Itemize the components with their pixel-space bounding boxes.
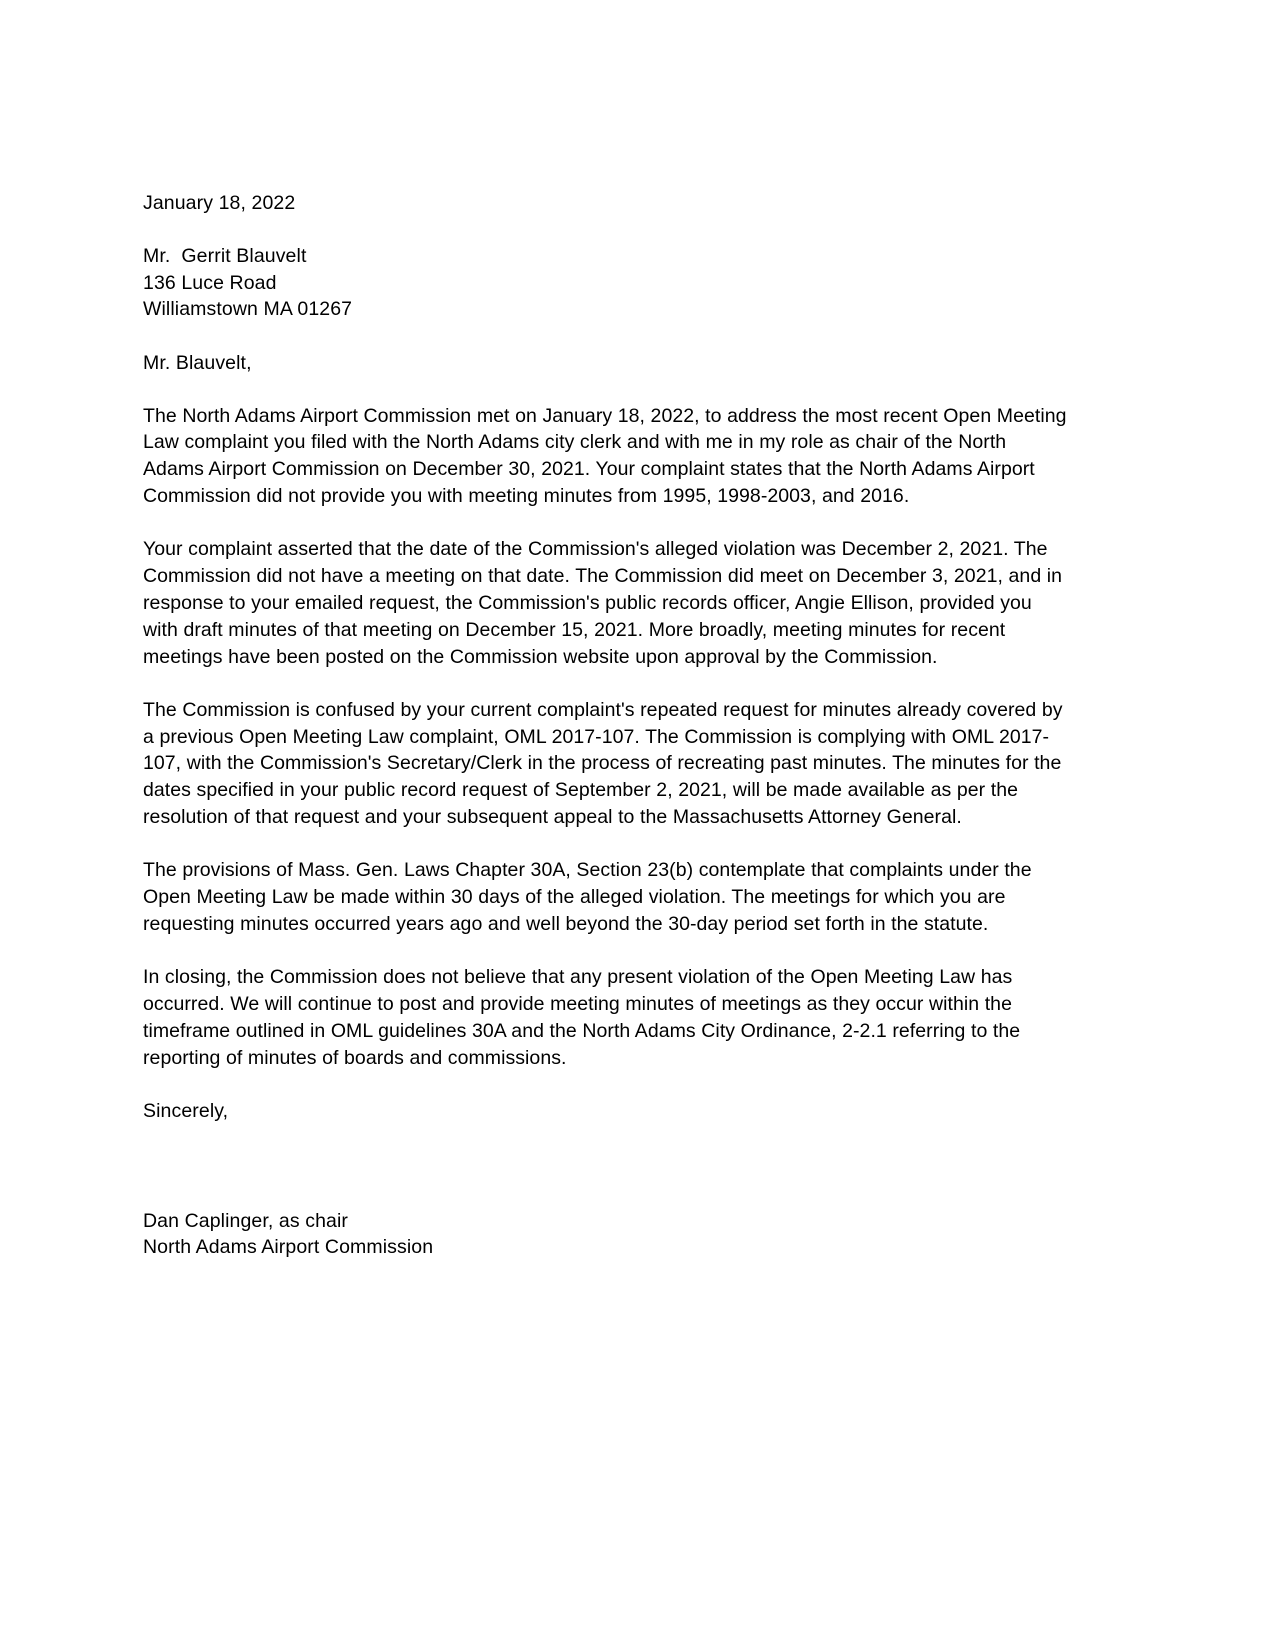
signer-organization: North Adams Airport Commission [143,1236,434,1259]
letter-date: January 18, 2022 [143,192,296,214]
salutation: Mr. Blauvelt, [143,351,252,374]
signature-space [143,1124,1068,1208]
signature-block [143,1208,1068,1261]
recipient-address-block [143,243,1068,323]
body-paragraph-1: The North Adams Airport Commission met on January 18, 2022, to address the most recent Open Meeting Law complaint you filed with the North Adams city clerk and with me in my role as chair of the North Adams Airport Commission on December 30, 2021. Your complaint states that the North Adams Airport Commission did not provide you with meeting minutes from 1995, 1998-2003, and 2016. [143,404,1067,508]
body-paragraph-2: Your complaint asserted that the date of the Commission's alleged violation was December 2, 2021. The Commission did not have a meeting on that date. The Commission did meet on December 3, 2021, and in response to your emailed request, the Commission's public records officer, Angie Ellison, provided you with draft minutes of that meeting on December 15, 2021. More broadly, meeting minutes for recent meetings have been posted on the Commission website upon approval by the Commission. [143,538,1063,668]
spacer-after-date [143,216,1068,243]
signer-name-title: Dan Caplinger, as chair [143,1209,348,1232]
spacer-paragraph-1 [143,510,1068,536]
spacer-paragraph-4 [143,938,1068,964]
recipient-city-state-zip: Williamstown MA 01267 [143,298,353,320]
body-paragraph-5: In closing, the Commission does not believe that any present violation of the Open Meeting Law has occurred. We will continue to post and provide meeting minutes of meetings as they occur within the timeframe outlined in OML guidelines 30A and the North Adams City Ordinance, 2-2.1 referring to the reporting of minutes of boards and commissions. [143,965,1021,1069]
spacer-after-address [143,323,1068,350]
recipient-street: 136 Luce Road [143,271,277,294]
body-paragraph-4: The provisions of Mass. Gen. Laws Chapter 30A, Section 23(b) contemplate that complaints under the Open Meeting Law be made within 30 days of the alleged violation. The meetings for which you are requesting minutes occurred years ago and well beyond the 30-day period set forth in the statute. [143,859,1032,935]
recipient-name: Mr. Gerrit Blauvelt [143,245,307,267]
spacer-paragraph-3 [143,831,1068,857]
spacer-paragraph-5 [143,1072,1068,1098]
spacer-paragraph-2 [143,671,1068,697]
closing-line: Sincerely, [143,1099,229,1122]
spacer-after-salutation [143,376,1068,403]
letter-body [143,190,1068,1261]
body-paragraph-3: The Commission is confused by your current complaint's repeated request for minutes already covered by a previous Open Meeting Law complaint, OML 2017-107. The Commission is complying with OML 2017-107, with the Commission's Secretary/Clerk in the process of recreating past minutes. The minutes for the dates specified in your public record request of September 2, 2021, will be made available as per the resolution of that request and your subsequent appeal to the Massachusetts Attorney General. [143,698,1063,829]
